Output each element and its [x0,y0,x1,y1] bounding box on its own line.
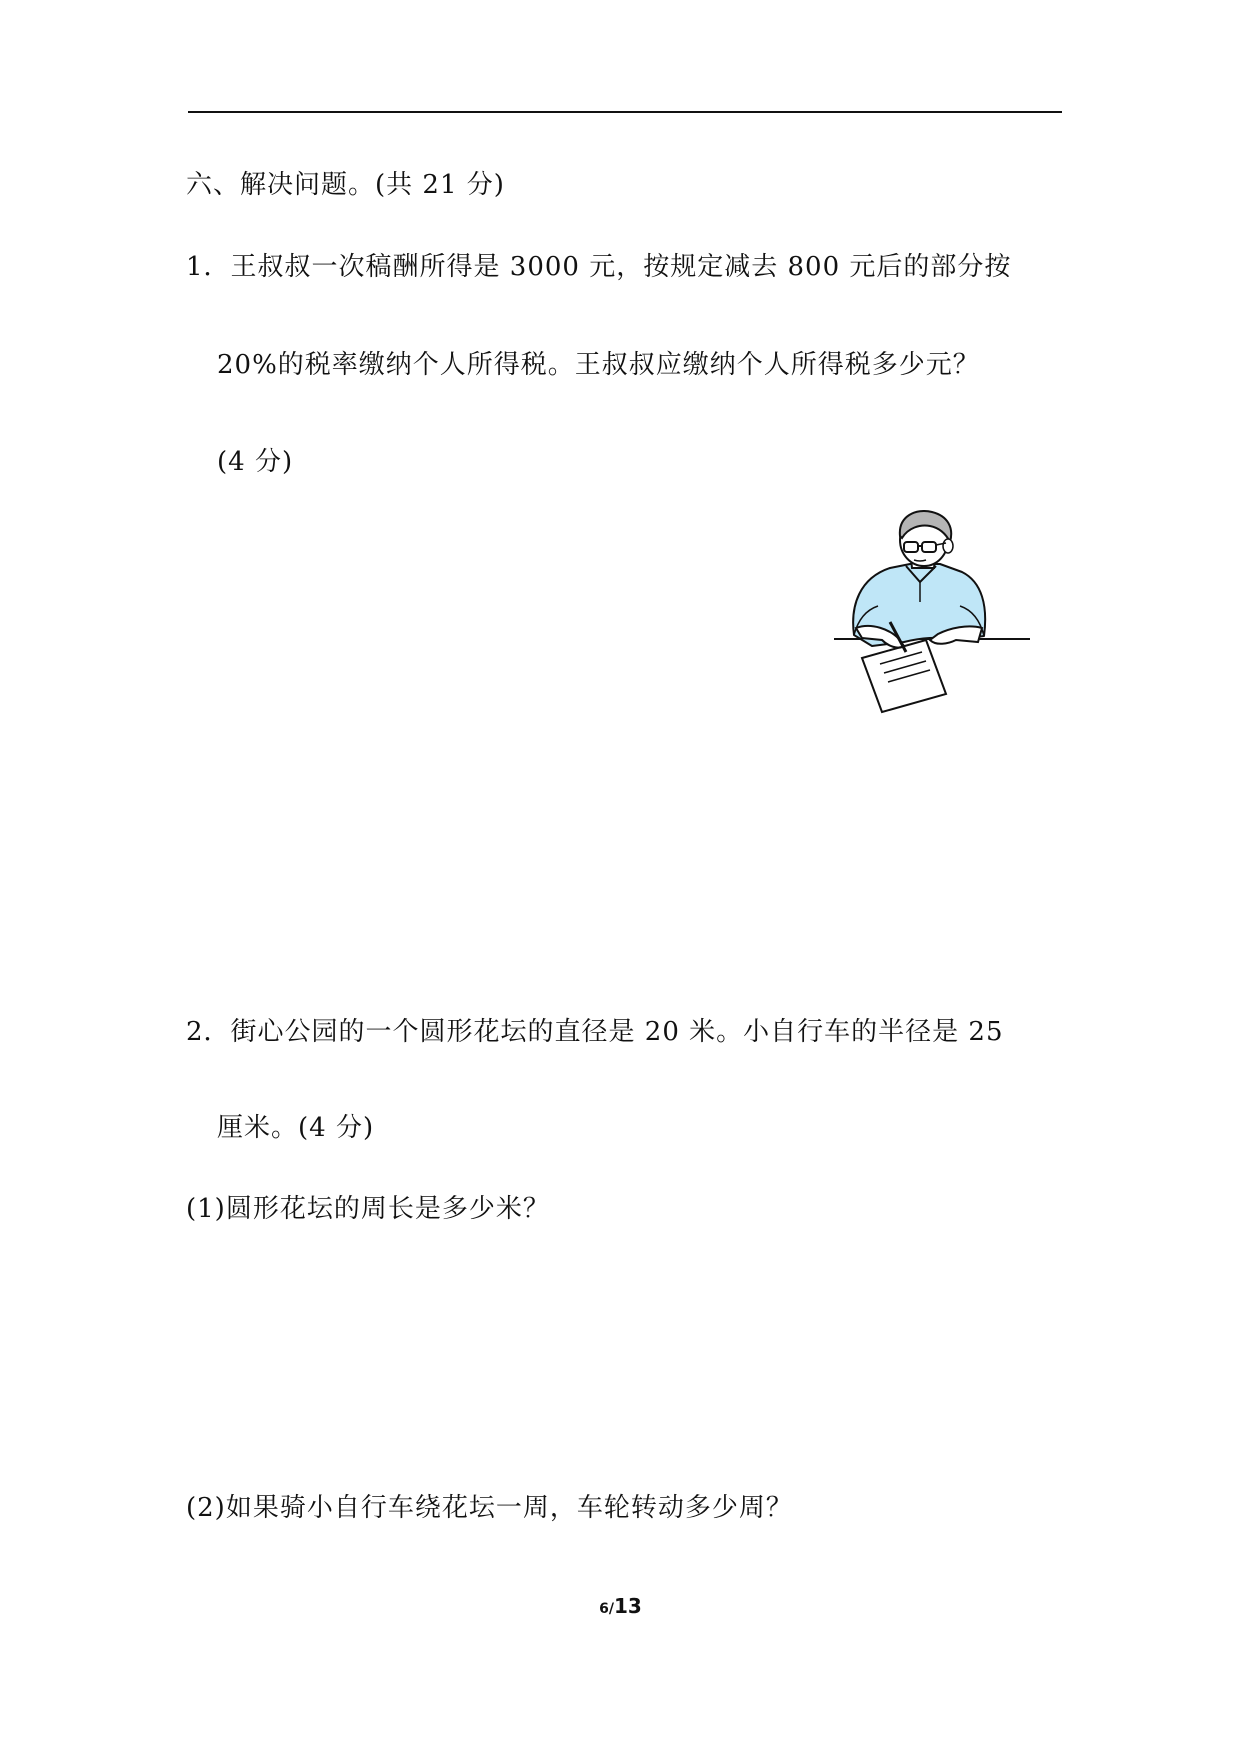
header-rule [188,111,1062,113]
current-page: 6 [599,1601,609,1617]
section-heading: 六、解决问题。(共 21 分) [186,170,505,200]
page-separator: / [608,1601,615,1617]
question-2-line-2: 厘米。(4 分) [217,1113,375,1143]
page-number [0,1594,1241,1618]
total-pages: 13 [614,1594,642,1618]
question-2-line-1: 2．街心公园的一个圆形花坛的直径是 20 米。小自行车的半径是 25 [186,1017,1004,1047]
man-writing-icon [832,510,1032,715]
question-2-sub-1: (1)圆形花坛的周长是多少米？ [186,1194,550,1224]
question-1-score: (4 分) [217,447,294,477]
question-1-line-1: 1．王叔叔一次稿酬所得是 3000 元，按规定减去 800 元后的部分按 [186,252,1012,282]
question-2-sub-2: (2)如果骑小自行车绕花坛一周，车轮转动多少周？ [186,1493,793,1523]
question-1-line-2: 20%的税率缴纳个人所得税。王叔叔应缴纳个人所得税多少元？ [217,350,980,380]
